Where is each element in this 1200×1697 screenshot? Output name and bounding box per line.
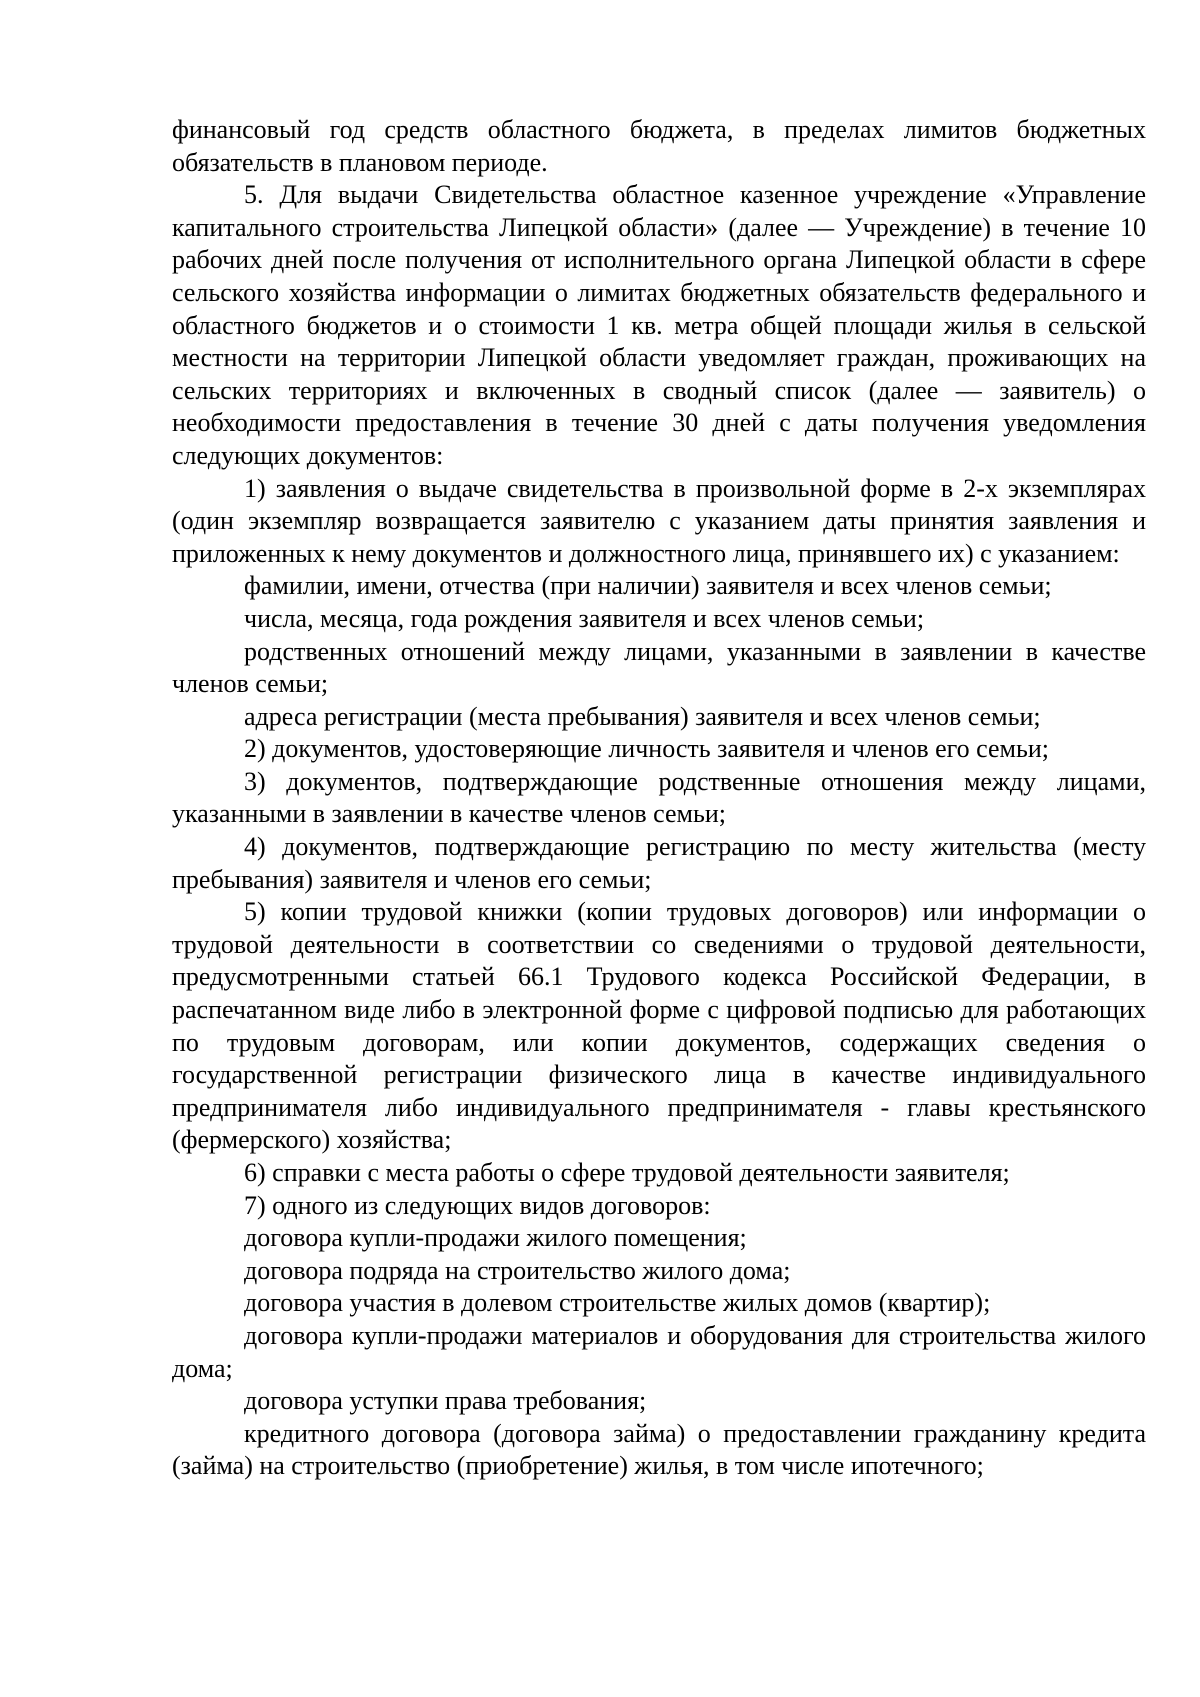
paragraph-continuation: финансовый год средств областного бюджета, в пределах лимитов бюджетных обязательств в плановом периоде. [172,115,1146,177]
paragraph-subitem-1: 1) заявления о выдаче свидетельства в произвольной форме в 2-х экземплярах (один экземпляр возвращается заявителю с указанием даты принятия заявления и приложенных к нему документов и должностного лица, принявшего их) с указанием: [172,473,1146,568]
paragraph-contract-materials: договора купли-продажи материалов и оборудования для строительства жилого дома; [172,1320,1146,1383]
paragraph-contract-assignment: договора уступки права требования; [244,1386,647,1416]
paragraph-addresses: адреса регистрации (места пребывания) заявителя и всех членов семьи; [244,701,1041,731]
document-page [172,114,1146,1483]
paragraph-subitem-5: 5) копии трудовой книжки (копии трудовых договоров) или информации о трудовой деятельности в соответствии со сведениями о трудовой деятельности, предусмотренными статьей 66.1 Трудового кодекса Российской Федерации, в распечатанном виде либо в электронной форме с цифровой подписью для работающих по трудовым договорам, или копии документов, содержащих сведения о государственной регистрации физического лица в качестве индивидуального предпринимателя либо индивидуального предпринимателя - главы крестьянского (фермерского) хозяйства; [172,897,1146,1155]
paragraph-subitem-6: 6) справки с места работы о сфере трудовой деятельности заявителя; [244,1158,1010,1187]
paragraph-subitem-7: 7) одного из следующих видов договоров: [244,1190,711,1220]
paragraph-contract-construction: договора подряда на строительство жилого дома; [244,1255,791,1285]
paragraph-relations: родственных отношений между лицами, указанными в заявлении в качестве членов семьи; [172,636,1146,699]
paragraph-subitem-4: 4) документов, подтверждающие регистрацию по месту жительства (месту пребывания) заявителя и членов его семьи; [172,832,1146,894]
paragraph-subitem-2: 2) документов, удостоверяющие личность заявителя и членов его семьи; [244,734,1050,764]
paragraph-item-5: 5. Для выдачи Свидетельства областное казенное учреждение «Управление капитального строительства Липецкой области» (далее — Учреждение) в течение 10 рабочих дней после получения от исполнительного органа Липецкой области в сфере сельского хозяйства информации о лимитах бюджетных обязательств федерального и областного бюджетов и о стоимости 1 кв. метра общей площади жилья в сельской местности на территории Липецкой области уведомляет граждан, проживающих на сельских территориях и включенных в сводный список (далее — заявитель) о необходимости предоставления в течение 30 дней с даты получения уведомления следующих документов: [172,180,1146,470]
paragraph-contract-shared: договора участия в долевом строительстве жилых домов (квартир); [244,1288,991,1318]
paragraph-contract-sale: договора купли-продажи жилого помещения; [244,1223,747,1253]
paragraph-birth-dates: числа, месяца, года рождения заявителя и всех членов семьи; [244,603,925,633]
paragraph-contract-credit: кредитного договора (договора займа) о предоставлении гражданину кредита (займа) на строительство (приобретение) жилья, в том числе ипотечного; [172,1418,1146,1481]
paragraph-family-names: фамилии, имени, отчества (при наличии) заявителя и всех членов семьи; [244,571,1052,601]
paragraph-subitem-3: 3) документов, подтверждающие родственные отношения между лицами, указанными в заявлении в качестве членов семьи; [172,766,1146,829]
